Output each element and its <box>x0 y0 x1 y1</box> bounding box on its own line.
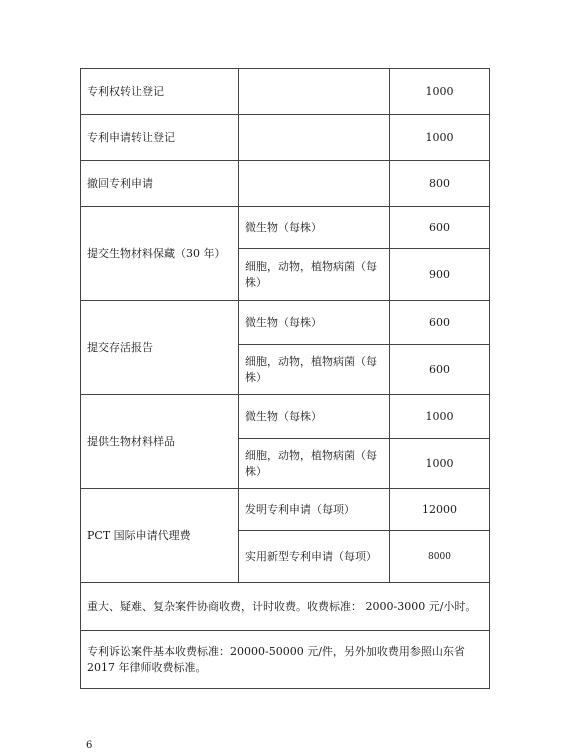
fee-cell: 600 <box>390 345 490 395</box>
fee-table <box>80 68 490 689</box>
fee-cell: 8000 <box>390 531 490 583</box>
detail-cell <box>239 161 390 207</box>
fee-cell: 1000 <box>390 115 490 161</box>
item-cell: 提交存活报告 <box>81 301 239 395</box>
table-row <box>81 207 490 249</box>
detail-cell: 微生物（每株） <box>239 207 390 249</box>
item-cell: 专利申请转让登记 <box>81 115 239 161</box>
detail-cell: 细胞，动物，植物病菌（每株） <box>239 249 390 301</box>
item-cell: 撤回专利申请 <box>81 161 239 207</box>
detail-cell <box>239 115 390 161</box>
fee-cell: 12000 <box>390 489 490 531</box>
note-litigation-fee: 专利诉讼案件基本收费标准：20000-50000 元/件，另外加收费用参照山东省 2017 年律师收费标准。 <box>81 631 490 689</box>
table-row <box>81 301 490 345</box>
item-cell: 提交生物材料保藏（30 年） <box>81 207 239 301</box>
fee-cell: 600 <box>390 301 490 345</box>
item-cell: 提供生物材料样品 <box>81 395 239 489</box>
fee-cell: 900 <box>390 249 490 301</box>
fee-cell: 600 <box>390 207 490 249</box>
fee-cell: 1000 <box>390 439 490 489</box>
item-cell: PCT 国际申请代理费 <box>81 489 239 583</box>
detail-cell: 细胞，动物，植物病菌（每株） <box>239 345 390 395</box>
detail-cell <box>239 69 390 115</box>
table-row <box>81 631 490 689</box>
detail-cell: 微生物（每株） <box>239 395 390 439</box>
fee-cell: 800 <box>390 161 490 207</box>
detail-cell: 实用新型专利申请（每项） <box>239 531 390 583</box>
table-row <box>81 583 490 631</box>
fee-cell: 1000 <box>390 395 490 439</box>
detail-cell: 发明专利申请（每项） <box>239 489 390 531</box>
table-row <box>81 115 490 161</box>
table-row <box>81 489 490 531</box>
page-number: 6 <box>86 740 93 751</box>
fee-cell: 1000 <box>390 69 490 115</box>
table-row <box>81 395 490 439</box>
detail-cell: 细胞，动物，植物病菌（每株） <box>239 439 390 489</box>
note-hourly-fee: 重大、疑难、复杂案件协商收费，计时收费。收费标准： 2000-3000 元/小时。 <box>81 583 490 631</box>
table-row <box>81 161 490 207</box>
detail-cell: 微生物（每株） <box>239 301 390 345</box>
item-cell: 专利权转让登记 <box>81 69 239 115</box>
table-row <box>81 69 490 115</box>
